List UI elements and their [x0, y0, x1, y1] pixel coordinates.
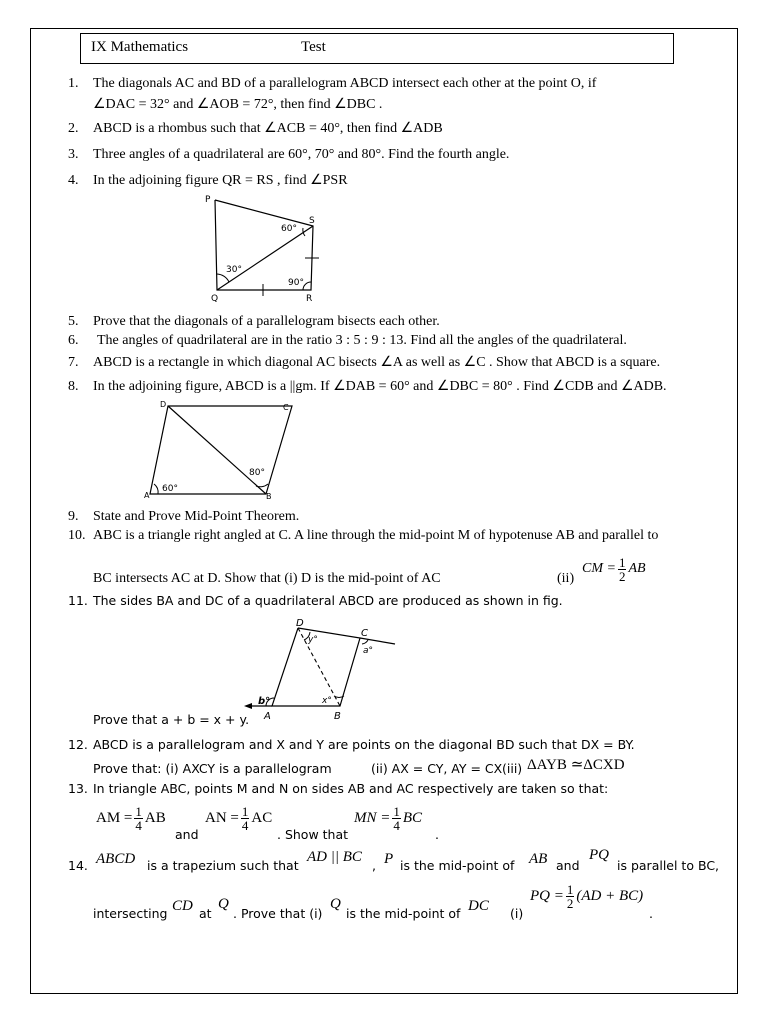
equation-an: AN = $\frac{1}{4}$ AC [205, 803, 273, 833]
header-box [80, 33, 674, 64]
label-B: B [266, 492, 272, 501]
test-type: Test [301, 39, 326, 55]
label-D: D [296, 618, 304, 629]
label-Q: Q [211, 294, 219, 304]
question-13-show: . Show that [277, 827, 349, 842]
subject: IX Mathematics [91, 39, 189, 55]
angle-x: x° [322, 696, 332, 706]
question-14-num: 14. [68, 858, 88, 873]
question-12-p3-eq: ΔAYB ≃ΔCXD [527, 757, 625, 773]
equation-pq: PQ = $\frac{1}{2}$ (AD + BC) [530, 881, 644, 911]
angle-80: 80° [249, 468, 265, 478]
question-12-p3: (iii) [502, 761, 523, 776]
figure-parallelogram-abcd [140, 398, 300, 502]
question-10-part2: (ii) [557, 571, 575, 586]
label-D: D [160, 400, 167, 409]
question-12-p2: (ii) AX = CY, AY = CX [371, 761, 503, 776]
fraction-half: $\frac{1}{2}$ [618, 554, 626, 584]
angle-30: 30° [226, 265, 242, 275]
angle-a: a° [363, 646, 374, 656]
angle-90: 90° [288, 278, 304, 288]
figure-quadrilateral-produced [240, 614, 400, 724]
label-A: A [264, 711, 271, 722]
label-R: R [306, 294, 313, 304]
question-12-p1: Prove that: (i) AXCY is a parallelogram [93, 761, 332, 776]
angle-y: y° [308, 635, 318, 645]
figure-pqrs [195, 190, 335, 310]
question-13-and: and [175, 827, 199, 842]
angle-b: b° [258, 696, 271, 707]
label-S: S [309, 216, 315, 226]
angle-60: 60° [281, 224, 297, 234]
equation-am: AM = $\frac{1}{4}$ AB [96, 803, 166, 833]
label-C: C [283, 403, 289, 412]
equation-mn: MN = $\frac{1}{4}$ BC [354, 803, 423, 833]
question-10-line2: BC intersects AC at D. Show that (i) D is the mid-point of AC [93, 571, 441, 586]
question-11-prove: Prove that a + b = x + y. [93, 712, 250, 727]
question-1-line2: ∠DAC = 32° and ∠AOB = 72°, then find ∠DBC . [93, 97, 383, 112]
angle-60: 60° [162, 484, 178, 494]
equation-cm: CM = $\frac{1}{2}$ AB [582, 554, 646, 584]
label-A: A [144, 491, 150, 500]
label-P: P [205, 195, 211, 205]
label-C: C [361, 628, 368, 639]
label-B: B [334, 711, 341, 722]
